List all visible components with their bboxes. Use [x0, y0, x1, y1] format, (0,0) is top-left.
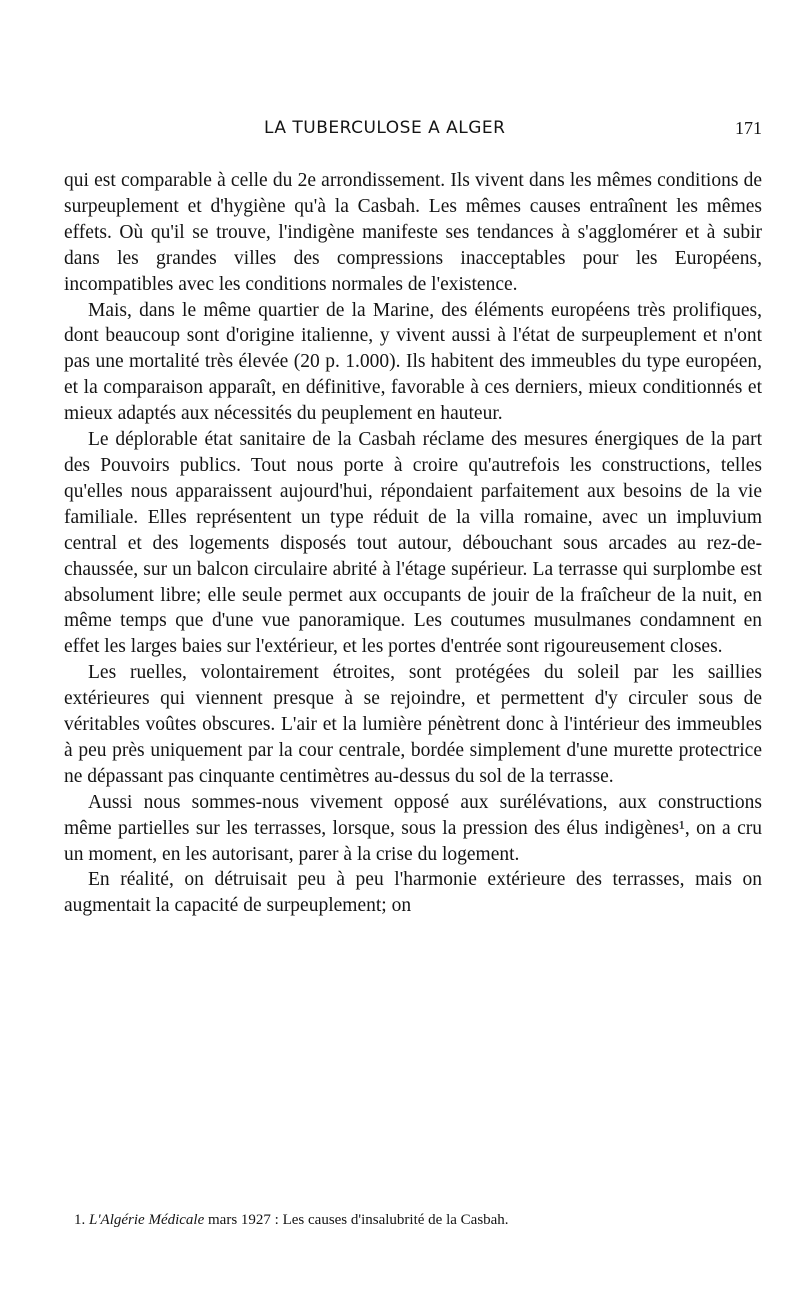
body-text: [64, 168, 762, 919]
footnote-text: mars 1927 : Les causes d'insalubrité de la Casbah.: [208, 1212, 509, 1228]
footnote-source: L'Algérie Médicale: [89, 1212, 205, 1228]
running-title: LA TUBERCULOSE A ALGER: [264, 118, 506, 138]
paragraph: En réalité, on détruisait peu à peu l'harmonie extérieure des terrasses, mais on augmentait la capacité de surpeuplement; on: [64, 869, 762, 917]
paragraph: qui est comparable à celle du 2e arrondissement. Ils vivent dans les mêmes conditions de surpeuplement et d'hygiène qu'à la Casbah. Les mêmes causes entraînent les mêmes effets. Où qu'il se trouve, l'indigène manifeste ses tendances à s'agglomérer et à subir dans les grandes villes des compressions inacceptables pour les Européens, incompatibles avec les conditions normales de l'existence.: [64, 170, 762, 295]
page-header: [64, 118, 762, 148]
paragraph: Mais, dans le même quartier de la Marine, des éléments européens très prolifiques, dont beaucoup sont d'origine italienne, y vivent aussi à l'état de surpeuplement et n'ont pas une mortalité très élevée (20 p. 1.000). Ils habitent des immeubles du type européen, et la comparaison apparaît, en définitive, favorable à ces derniers, mieux conditionnés et mieux adaptés aux nécessités du peuplement en hauteur.: [64, 299, 762, 425]
footnote-marker: 1.: [74, 1212, 86, 1228]
page-number: 171: [735, 118, 762, 138]
paragraph: Le déplorable état sanitaire de la Casbah réclame des mesures énergiques de la part des Pouvoirs publics. Tout nous porte à croire qu'autrefois les constructions, telles qu'elles nous apparaissent aujourd'hui, répondaient parfaitement aux besoins de la vie familiale. Elles représentent un type réduit de la villa romaine, avec un impluvium central et des logements disposés tout autour, débouchant sous arcades au rez-de-chaussée, sur un balcon circulaire abrité à l'étage supérieur. La terrasse qui surplombe est absolument libre; elle seule permet aux occupants de jouir de la fraîcheur de la nuit, en même temps que d'une vue panoramique. Les coutumes musulmanes condamnent en effet les larges baies sur l'extérieur, et les portes d'entrée sont rigoureusement closes.: [64, 429, 762, 658]
paragraph: Les ruelles, volontairement étroites, sont protégées du soleil par les saillies extérieures qui viennent presque à se rejoindre, et permettent d'y circuler sous de véritables voûtes obscures. L'air et la lumière pénètrent donc à l'intérieur des immeubles à peu près uniquement par la cour centrale, bordée simplement d'une murette protectrice ne dépassant pas cinquante centimètres au-dessus du sol de la terrasse.: [64, 662, 762, 787]
paragraph: Aussi nous sommes-nous vivement opposé aux surélévations, aux constructions même partielles sur les terrasses, lorsque, sous la pression des élus indigènes¹, on a cru un moment, en les autorisant, parer à la crise du logement.: [64, 791, 762, 865]
footnote: [74, 1212, 764, 1229]
